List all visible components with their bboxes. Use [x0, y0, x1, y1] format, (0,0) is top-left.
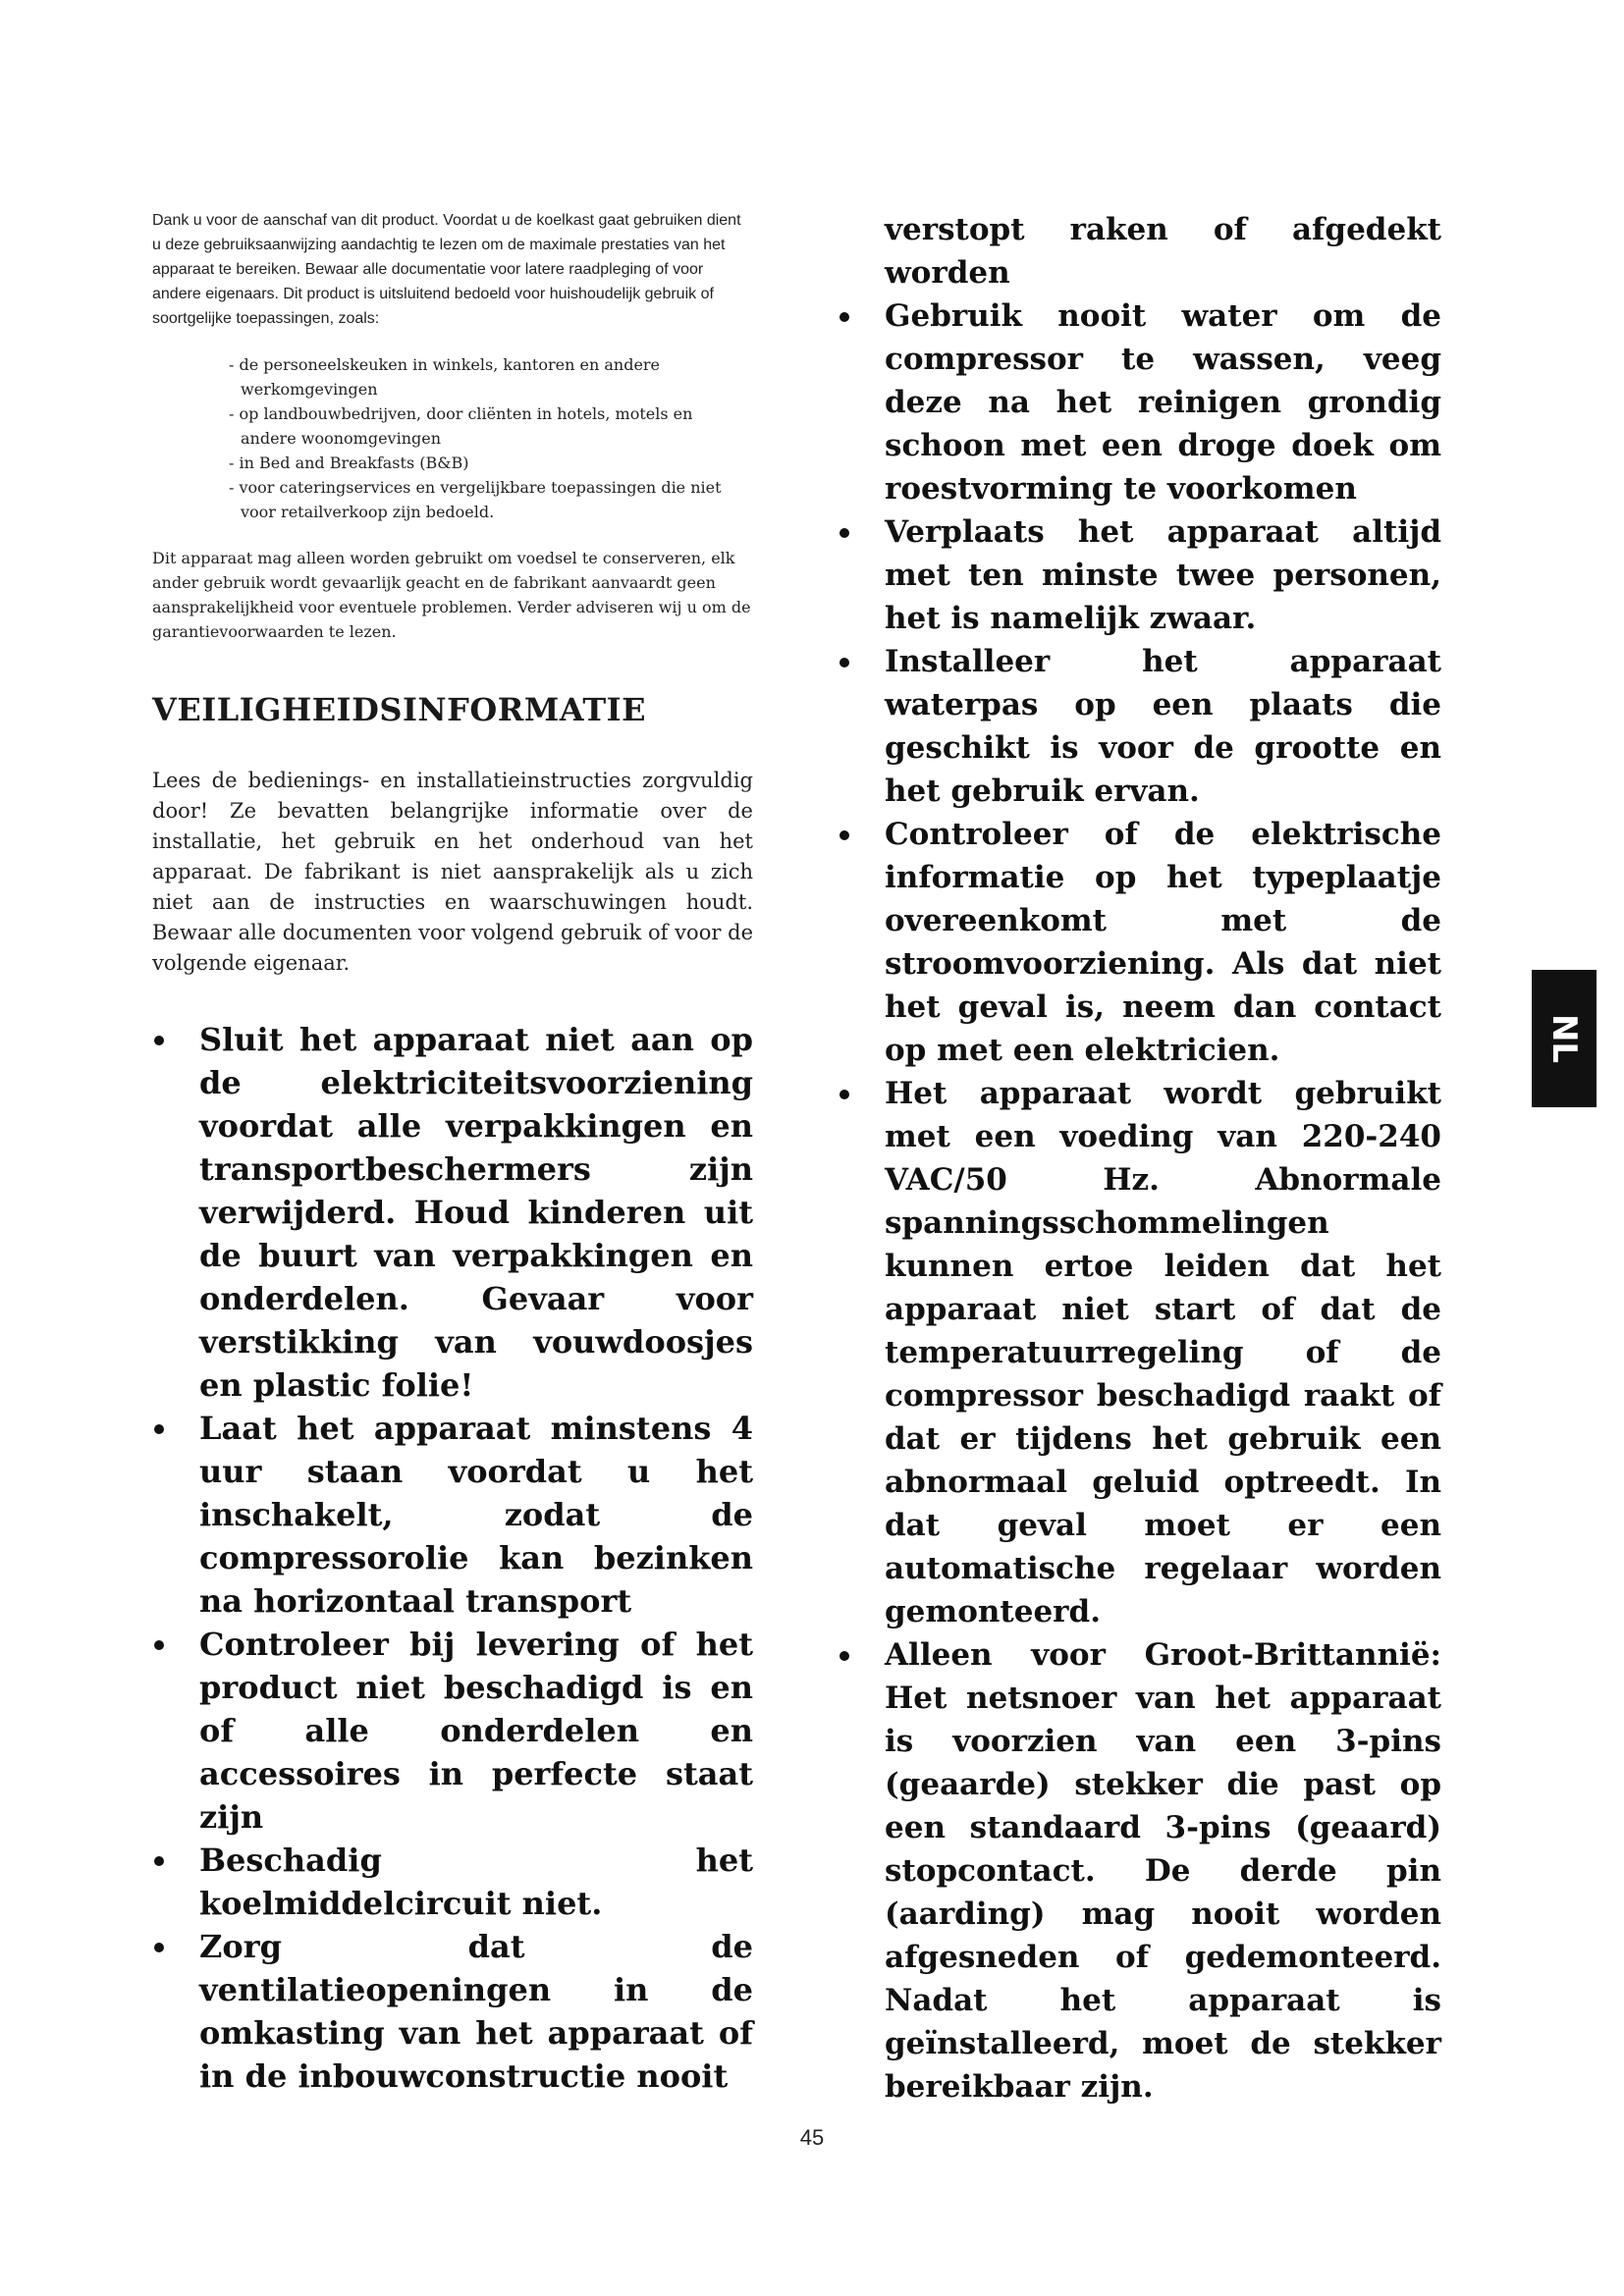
- safety-bullet: [152, 1839, 753, 1925]
- right-column: [838, 208, 1441, 2109]
- page-number: 45: [799, 2125, 825, 2150]
- bullet-icon: [839, 312, 849, 322]
- safety-bullet: [838, 510, 1441, 640]
- safety-bullet: [838, 1072, 1441, 1633]
- bullet-text: Installeer het apparaat waterpas op een plaats die geschikt is voor de grootte en het gebruik ervan.: [885, 644, 1441, 809]
- usage-item: - voor cateringservices en vergelijkbare toepassingen die niet voor retailverkoop zijn bedoeld.: [241, 475, 753, 524]
- safety-bullet: [838, 294, 1441, 510]
- bullet-text: Het apparaat wordt gebruikt met een voeding van 220-240 VAC/50 Hz. Abnormale spanningsschommelingen kunnen ertoe leiden dat het apparaat niet start of dat de temperatuurregeling of de compressor beschadigd raakt of dat er tijdens het gebruik een abnormaal geluid optreedt. In dat geval moet er een automatische regelaar worden gemonteerd.: [885, 1076, 1441, 1629]
- bullet-text: Gebruik nooit water om de compressor te wassen, veeg deze na het reinigen grondig schoon met een droge doek om roestvorming te voorkomen: [885, 298, 1441, 507]
- safety-bullets-right: [838, 208, 1441, 2109]
- safety-intro-paragraph: Lees de bedienings- en installatieinstructies zorgvuldig door! Ze bevatten belangrijke informatie over de installatie, het gebruik en het onderhoud van het apparaat. De fabrikant is niet aansprakelijk als u zich niet aan de instructies en waarschuwingen houdt. Bewaar alle documenten voor volgend gebruik of voor de volgende eigenaar.: [152, 769, 753, 975]
- usage-item: - de personeelskeuken in winkels, kantoren en andere werkomgevingen: [241, 352, 753, 401]
- language-tab-label: NL: [1544, 1013, 1584, 1064]
- bullet-icon: [839, 528, 849, 538]
- bullet-text: Controleer bij levering of het product niet beschadigd is en of alle onderdelen en accessoires in perfecte staat zijn: [199, 1626, 753, 1836]
- bullet-icon: [839, 1090, 849, 1099]
- bullet-icon: [839, 1651, 849, 1661]
- intro-paragraph: Dank u voor de aanschaf van dit product. Voordat u de koelkast gaat gebruiken dient u deze gebruiksaanwijzing aandachtig te lezen om de maximale prestaties van het apparaat te bereiken. Bewaar alle documentatie voor latere raadpleging of voor andere eigenaars. Dit product is uitsluitend bedoeld voor huishoudelijk gebruik of soortgelijke toepassingen, zoals:: [152, 212, 741, 327]
- section-title: VEILIGHEIDSINFORMATIE: [152, 691, 647, 728]
- safety-bullet: [152, 1623, 753, 1839]
- bullet-text: Laat het apparaat minstens 4 uur staan voordat u het inschakelt, zodat de compressorolie kan bezinken na horizontaal transport: [199, 1410, 753, 1620]
- safety-bullet: [838, 1633, 1441, 2109]
- bullet-icon: [154, 1856, 164, 1866]
- bullet-text: Alleen voor Groot-Brittannië: Het netsnoer van het apparaat is voorzien van een 3-pins (geaarde) stekker die past op een standaard 3-pins (geaard) stopcontact. De derde pin (aarding) mag nooit worden afgesneden of gedemonteerd. Nadat het apparaat is geïnstalleerd, moet de stekker bereikbaar zijn.: [885, 1637, 1441, 2105]
- bullet-text: Zorg dat de ventilatieopeningen in de omkasting van het apparaat of in de inbouwconstructie nooit: [199, 1928, 753, 2095]
- bullet-text: Verplaats het apparaat altijd met ten minste twee personen, het is namelijk zwaar.: [885, 514, 1441, 636]
- bullet-icon: [839, 830, 849, 840]
- bullet-text: Sluit het apparaat niet aan op de elektriciteitsvoorziening voordat alle verpakkingen en transportbeschermers zijn verwijderd. Houd kinderen uit de buurt van verpakkingen en onderdelen. Gevaar voor verstikking van vouwdoosjes en plastic folie!: [199, 1021, 753, 1404]
- safety-bullet: [838, 640, 1441, 813]
- bullet-icon: [154, 1036, 164, 1045]
- safety-bullet: [152, 1925, 753, 2098]
- bullet-icon: [154, 1943, 164, 1952]
- safety-bullet: [152, 1407, 753, 1623]
- bullet-icon: [154, 1640, 164, 1650]
- disclaimer-paragraph: Dit apparaat mag alleen worden gebruikt om voedsel te conserveren, elk ander gebruik wordt gevaarlijk geacht en de fabrikant aanvaardt geen aansprakelijkheid voor eventuele problemen. Verder adviseren wij u om de garantievoorwaarden te lezen.: [152, 549, 751, 641]
- bullet-text: Beschadig het koelmiddelcircuit niet.: [199, 1842, 753, 1922]
- safety-bullet: [838, 813, 1441, 1072]
- usage-item: - op landbouwbedrijven, door cliënten in hotels, motels en andere woonomgevingen: [241, 401, 753, 451]
- left-column: [152, 208, 753, 2098]
- usage-item: - in Bed and Breakfasts (B&B): [241, 451, 753, 475]
- usage-list: [152, 352, 753, 524]
- language-tab: [1532, 970, 1597, 1107]
- bullet-icon: [154, 1424, 164, 1434]
- safety-bullets-left: [152, 1018, 753, 2098]
- bullet-icon: [839, 658, 849, 667]
- safety-bullet: [152, 1018, 753, 1407]
- bullet-text: Controleer of de elektrische informatie op het typeplaatje overeenkomt met de stroomvoorziening. Als dat niet het geval is, neem dan contact op met een elektricien.: [885, 817, 1441, 1068]
- bullet-continuation: [838, 208, 1441, 294]
- bullet-text: verstopt raken of afgedekt worden: [885, 212, 1441, 291]
